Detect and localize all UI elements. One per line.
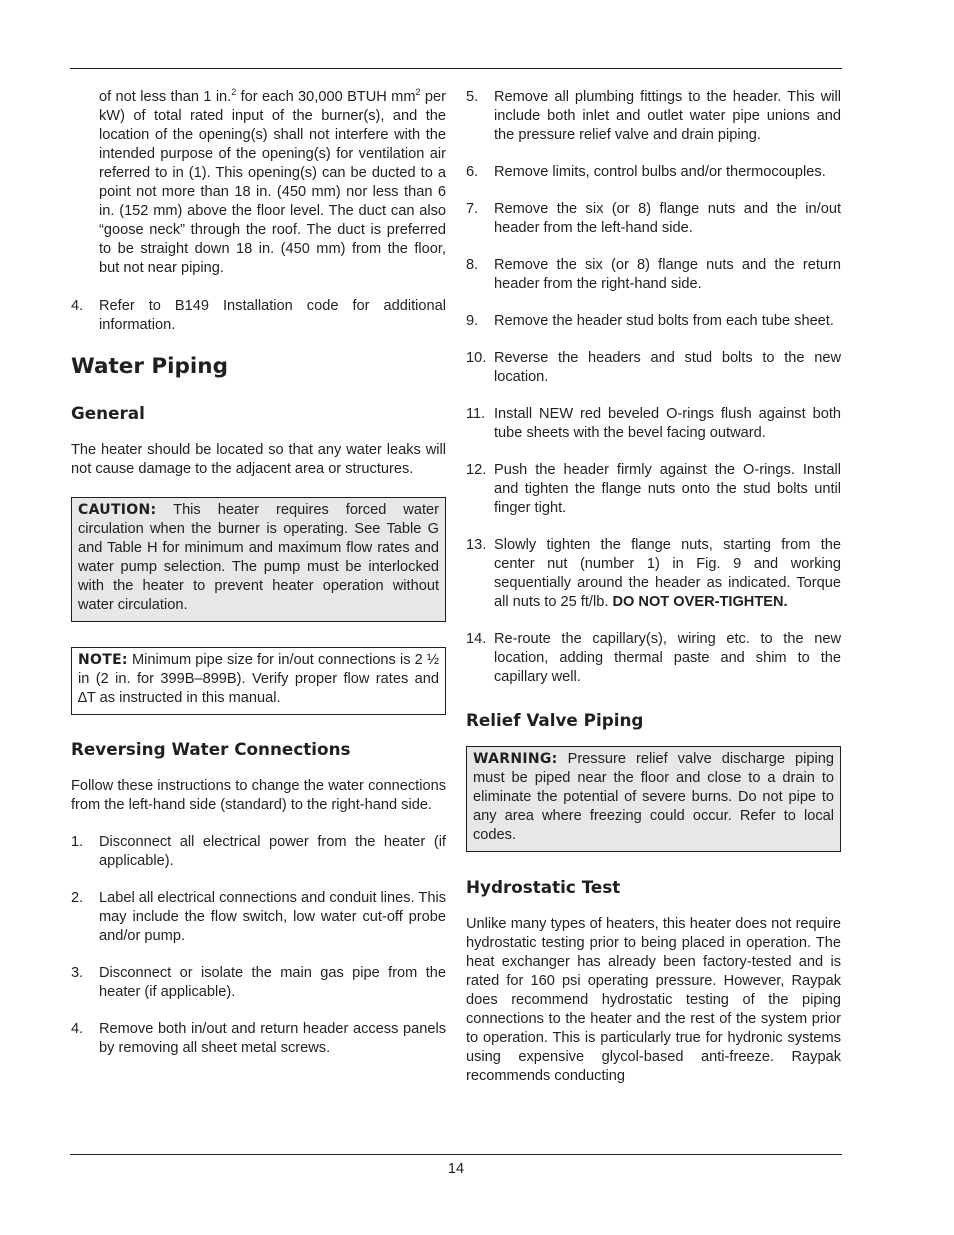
warning-label: WARNING: xyxy=(473,751,558,767)
list-item: 10. Reverse the headers and stud bolts to the new location. xyxy=(466,350,841,385)
list-item: 2. Label all electrical connections and conduit lines. This may include the flow switch, low water cut-off probe and/or pump. xyxy=(71,890,446,944)
list-item: 5. Remove all plumbing fittings to the header. This will include both inlet and outlet water pipe unions and the pressure relief valve and drain piping. xyxy=(466,89,841,143)
note-box xyxy=(71,647,446,715)
warning-box xyxy=(466,746,841,852)
water-piping-heading: Water Piping xyxy=(71,354,228,379)
warning-text: Pressure relief valve discharge piping must be piped near the floor and close to a drain to eliminate the potential of severe burns. Do not pipe to any area where freezing could occur. Refer to local codes. xyxy=(473,751,834,843)
reversing-intro: Follow these instructions to change the water connections from the left-hand side (standard) to the right-hand side. xyxy=(71,778,446,813)
bottom-rule xyxy=(70,1154,842,1155)
list-item: 4. Remove both in/out and return header access panels by removing all sheet metal screws. xyxy=(71,1021,446,1056)
list-item: 4. Refer to B149 Installation code for additional information. xyxy=(71,298,446,333)
list-item: 13. Slowly tighten the flange nuts, starting from the center nut (number 1) in Fig. 9 and working sequentially around the header as indicated. Torque all nuts to 25 ft/lb. DO NOT OVER-TIGHTEN. xyxy=(466,537,841,610)
list-item: 14. Re-route the capillary(s), wiring etc. to the new location, adding thermal paste and shim to the capillary well. xyxy=(466,631,841,685)
continued-paragraph: of not less than 1 in.$^2$ for each 30,000 BTUH $mm^2$ per kW) of total rated input of the burner(s), and the location of the opening(s) shall not interfere with the intended purpose of the opening(s) for ventilation air referred to in (1). This opening(s) can be ducted to a point not more than 18 in. (450 mm) nor less than 6 in. (152 mm) above the floor level. The duct can also “goose neck” through the roof. The duct is preferred to be straight down 18 in. (450 mm) from the floor, but not near piping. xyxy=(99,87,446,276)
caution-text: This heater requires forced water circulation when the burner is operating. See Table G and Table H for minimum and maximum flow rates and water pump selection. The pump must be interlocked with the heater to prevent heater operation without water circulation. xyxy=(78,502,439,613)
list-item: 11. Install NEW red beveled O-rings flush against both tube sheets with the bevel facing outward. xyxy=(466,406,841,441)
relief-valve-heading: Relief Valve Piping xyxy=(466,710,644,730)
left-column xyxy=(71,88,446,1058)
list-item: 6. Remove limits, control bulbs and/or thermocouples. xyxy=(466,164,826,180)
note-label: NOTE: xyxy=(78,652,128,668)
list-item: 9. Remove the header stud bolts from each tube sheet. xyxy=(466,313,834,329)
list-item: 3. Disconnect or isolate the main gas pipe from the heater (if applicable). xyxy=(71,965,446,1000)
top-rule xyxy=(70,68,842,69)
list-item: 7. Remove the six (or 8) flange nuts and the in/out header from the left-hand side. xyxy=(466,201,841,236)
note-text: Minimum pipe size for in/out connections is 2 ½ in (2 in. for 399B–899B). Verify proper flow rates and ∆T as instructed in this manual. xyxy=(78,652,439,706)
general-paragraph: The heater should be located so that any water leaks will not cause damage to the adjacent area or structures. xyxy=(71,442,446,477)
hydrostatic-paragraph: Unlike many types of heaters, this heater does not require hydrostatic testing prior to being placed in operation. The heat exchanger has already been factory-tested and is rated for 160 psi operating pressure. However, Raypak does recommend hydrostatic testing of the piping connections to the heater and the rest of the system prior to operation. This is particularly true for hydronic systems using expensive glycol-based anti-freeze. Raypak recommends conducting xyxy=(466,916,841,1084)
hydrostatic-heading: Hydrostatic Test xyxy=(466,877,621,897)
caution-label: CAUTION: xyxy=(78,502,157,518)
reversing-heading: Reversing Water Connections xyxy=(71,739,351,759)
right-column xyxy=(466,88,841,1086)
page-number: 14 xyxy=(447,1161,465,1177)
caution-box xyxy=(71,497,446,622)
list-item: 8. Remove the six (or 8) flange nuts and the return header from the right-hand side. xyxy=(466,257,841,292)
general-heading: General xyxy=(71,403,145,423)
list-item: 1. Disconnect all electrical power from the heater (if applicable). xyxy=(71,834,446,869)
list-item: 12. Push the header firmly against the O-rings. Install and tighten the flange nuts onto the stud bolts until finger tight. xyxy=(466,462,841,516)
